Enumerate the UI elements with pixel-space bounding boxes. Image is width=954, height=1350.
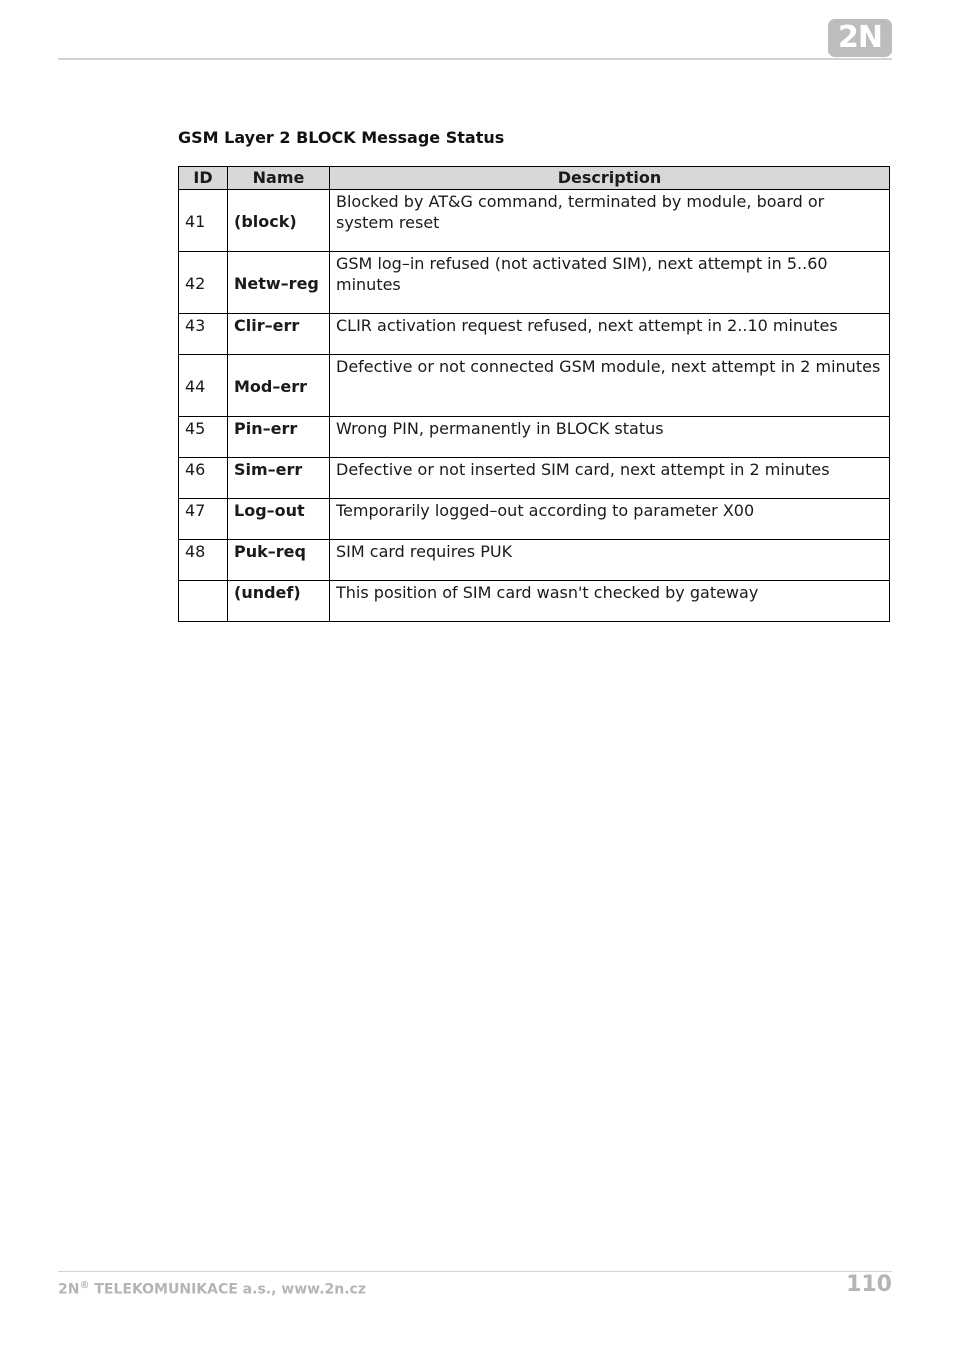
table-row [179,190,890,252]
table-row [179,252,890,314]
row-description: SIM card requires PUK [330,540,890,581]
row-id: 48 [179,540,228,581]
row-name: Puk–req [228,540,330,581]
table-row [179,355,890,417]
row-name: Log–out [228,499,330,540]
footer-divider [58,1271,892,1272]
row-name: Pin–err [228,417,330,458]
row-name: Clir–err [228,314,330,355]
row-id: 45 [179,417,228,458]
row-description: This position of SIM card wasn't checked by gateway [330,581,890,622]
row-name: (undef) [228,581,330,622]
row-description: Wrong PIN, permanently in BLOCK status [330,417,890,458]
column-header-name: Name [228,167,330,190]
table-row [179,581,890,622]
table-row [179,314,890,355]
row-name: Sim–err [228,458,330,499]
row-description: Temporarily logged–out according to parameter X00 [330,499,890,540]
row-id: 42 [179,252,228,314]
registered-mark: ® [79,1280,90,1291]
row-name: Netw–reg [228,252,330,314]
row-id [179,581,228,622]
row-id: 44 [179,355,228,417]
footer-brand: 2N [58,1281,80,1298]
row-description: CLIR activation request refused, next attempt in 2..10 minutes [330,314,890,355]
brand-logo [828,19,892,57]
column-header-id: ID [179,167,228,190]
row-id: 41 [179,190,228,252]
row-description: Defective or not inserted SIM card, next attempt in 2 minutes [330,458,890,499]
table-row [179,540,890,581]
row-name: (block) [228,190,330,252]
row-description: Defective or not connected GSM module, next attempt in 2 minutes [330,355,890,417]
table-row [179,499,890,540]
header-divider [58,58,892,60]
footer-company [58,1280,366,1298]
status-table [178,166,890,622]
table-header-row [179,167,890,190]
table-row [179,458,890,499]
table-row [179,417,890,458]
row-id: 47 [179,499,228,540]
row-id: 46 [179,458,228,499]
column-header-description: Description [330,167,890,190]
row-id: 43 [179,314,228,355]
row-description: GSM log–in refused (not activated SIM), next attempt in 5..60 minutes [330,252,890,314]
brand-logo-text: 2N [838,20,882,55]
row-name: Mod–err [228,355,330,417]
section-title: GSM Layer 2 BLOCK Message Status [178,128,505,147]
page-number: 110 [846,1272,892,1297]
row-description: Blocked by AT&G command, terminated by module, board or system reset [330,190,890,252]
footer-company-text: TELEKOMUNIKACE a.s., www.2n.cz [89,1281,366,1298]
